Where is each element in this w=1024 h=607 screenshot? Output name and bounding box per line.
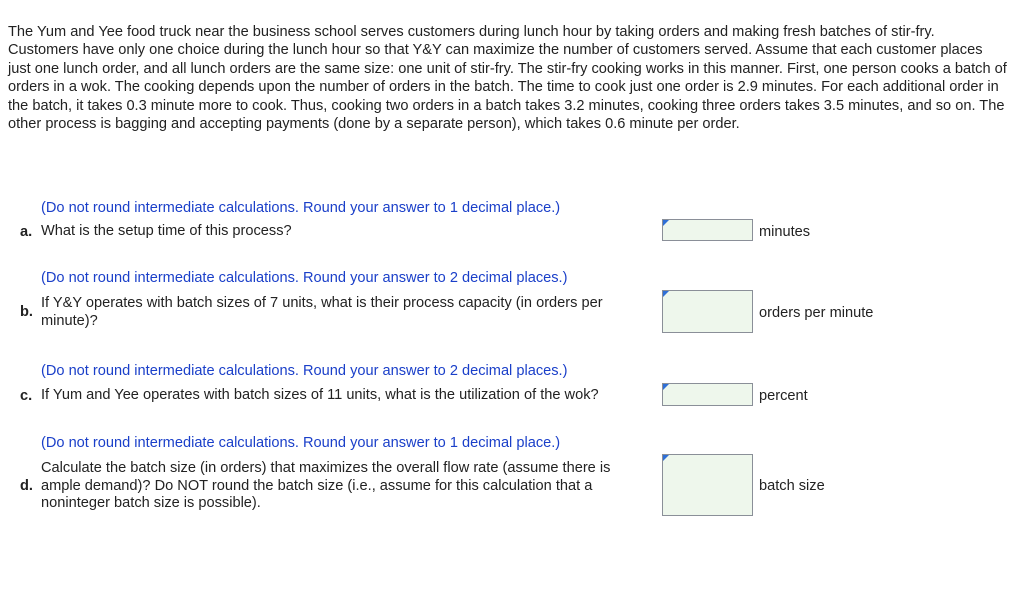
question-letter-a: a. — [20, 224, 33, 240]
problem-statement: The Yum and Yee food truck near the business school serves customers during lunch hour by taking orders and making fresh batches of stir-fry. Customers have only one choice during the lunch hour so that Y&Y can maximize the number of customers served. Assume that each customer places just one lunch order, and all lunch orders are the same size: one unit of stir-fry. The stir-fry cooking works in this manner. First, one person cooks a batch of orders in a wok. The cooking depends upon the number of orders in the batch. The time to cook just one order is 2.9 minutes. For each additional order in the batch, it takes 0.3 minute more to cook. Thus, cooking two orders in a batch takes 3.2 minutes, cooking three orders takes 3.5 minutes, and so on. The other process is bagging and accepting payments (done by a separate person), which takes 0.6 minute per order. — [8, 24, 1007, 133]
question-letter-d: d. — [20, 478, 33, 494]
rounding-instruction-d: (Do not round intermediate calculations. Round your answer to 1 decimal place.) — [41, 435, 561, 451]
unit-label-a: minutes — [759, 224, 811, 240]
question-text-b: If Y&Y operates with batch sizes of 7 units, what is their process capacity (in orders per minute)? — [41, 295, 603, 329]
unit-label-b: orders per minute — [759, 305, 874, 321]
question-letter-b: b. — [20, 304, 33, 320]
rounding-instruction-b: (Do not round intermediate calculations. Round your answer to 2 decimal places.) — [41, 270, 568, 286]
rounding-instruction-a: (Do not round intermediate calculations. Round your answer to 1 decimal place.) — [41, 200, 561, 216]
answer-input-d[interactable] — [662, 454, 753, 516]
question-letter-c: c. — [20, 388, 33, 404]
unit-label-d: batch size — [759, 478, 825, 494]
answer-input-a[interactable] — [662, 219, 753, 241]
answer-input-c[interactable] — [662, 383, 753, 406]
answer-input-b[interactable] — [662, 290, 753, 333]
question-text-a: What is the setup time of this process? — [41, 223, 292, 239]
question-text-c: If Yum and Yee operates with batch sizes of 11 units, what is the utilization of the wok? — [41, 387, 599, 403]
question-text-d: Calculate the batch size (in orders) that maximizes the overall flow rate (assume there is ample demand)? Do NOT round the batch size (i.e., assume for this calculation that a noninteger batch size is possible). — [41, 460, 611, 512]
rounding-instruction-c: (Do not round intermediate calculations. Round your answer to 2 decimal places.) — [41, 363, 568, 379]
unit-label-c: percent — [759, 388, 808, 404]
